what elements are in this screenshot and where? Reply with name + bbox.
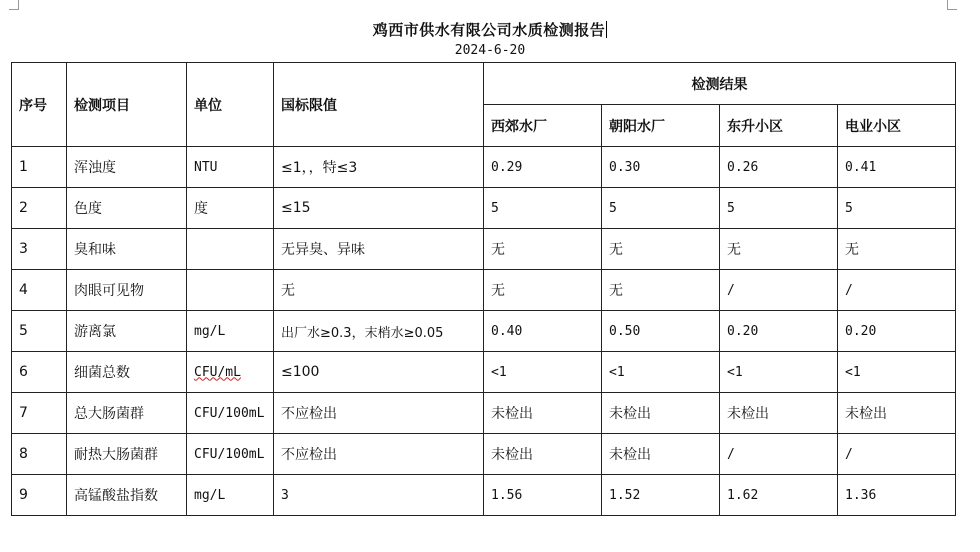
- report-date[interactable]: 2024-6-20: [454, 43, 526, 58]
- cell-item[interactable]: 臭和味: [67, 229, 187, 270]
- cell-item[interactable]: 细菌总数: [67, 352, 187, 393]
- header-unit[interactable]: 单位: [187, 63, 274, 147]
- cell-value[interactable]: 无: [602, 229, 720, 270]
- cell-limit[interactable]: 不应检出: [274, 393, 484, 434]
- cell-value[interactable]: 1.52: [602, 475, 720, 516]
- cell-value[interactable]: /: [720, 434, 838, 475]
- cell-seq[interactable]: 2: [12, 188, 67, 229]
- cell-unit[interactable]: NTU: [187, 147, 274, 188]
- cell-value[interactable]: 未检出: [484, 393, 602, 434]
- table-row: [12, 270, 956, 311]
- cell-value[interactable]: <1: [720, 352, 838, 393]
- cell-unit[interactable]: [187, 352, 274, 393]
- cell-value[interactable]: 未检出: [720, 393, 838, 434]
- cell-value[interactable]: 5: [720, 188, 838, 229]
- cell-item[interactable]: 浑浊度: [67, 147, 187, 188]
- cell-value[interactable]: 未检出: [602, 393, 720, 434]
- cell-item[interactable]: 肉眼可见物: [67, 270, 187, 311]
- table-row: [12, 311, 956, 352]
- cell-limit[interactable]: 无异臭、异味: [274, 229, 484, 270]
- cell-value[interactable]: 无: [720, 229, 838, 270]
- cell-limit[interactable]: 3: [274, 475, 484, 516]
- cell-value[interactable]: 0.41: [838, 147, 956, 188]
- cell-unit[interactable]: 度: [187, 188, 274, 229]
- cell-value[interactable]: <1: [484, 352, 602, 393]
- cell-unit[interactable]: CFU/100mL: [187, 393, 274, 434]
- cell-unit[interactable]: mg/L: [187, 311, 274, 352]
- header-site-dianye[interactable]: 电业小区: [838, 105, 956, 147]
- header-site-dongsheng[interactable]: 东升小区: [720, 105, 838, 147]
- cell-value[interactable]: 未检出: [484, 434, 602, 475]
- header-site-chaoyang[interactable]: 朝阳水厂: [602, 105, 720, 147]
- cell-value[interactable]: 5: [602, 188, 720, 229]
- cell-seq[interactable]: 8: [12, 434, 67, 475]
- cell-value[interactable]: 0.20: [838, 311, 956, 352]
- table-row: [12, 147, 956, 188]
- cell-value[interactable]: 0.40: [484, 311, 602, 352]
- water-quality-table: [11, 62, 956, 516]
- cell-item[interactable]: 总大肠菌群: [67, 393, 187, 434]
- text-cursor: [606, 21, 607, 38]
- cell-value[interactable]: 未检出: [838, 393, 956, 434]
- page-corner-mark-left: [9, 0, 19, 10]
- cell-value[interactable]: 0.29: [484, 147, 602, 188]
- document-title-text: 鸡西市供水有限公司水质检测报告: [372, 21, 606, 39]
- cell-unit[interactable]: [187, 229, 274, 270]
- cell-seq[interactable]: 9: [12, 475, 67, 516]
- table-row: [12, 188, 956, 229]
- cell-value[interactable]: 无: [484, 229, 602, 270]
- cell-seq[interactable]: 4: [12, 270, 67, 311]
- header-limit[interactable]: 国标限值: [274, 63, 484, 147]
- cell-seq[interactable]: 1: [12, 147, 67, 188]
- table-row: [12, 434, 956, 475]
- table-row: [12, 229, 956, 270]
- cell-seq[interactable]: 3: [12, 229, 67, 270]
- cell-item[interactable]: 高锰酸盐指数: [67, 475, 187, 516]
- cell-value[interactable]: <1: [602, 352, 720, 393]
- cell-limit[interactable]: 出厂水≥0.3，末梢水≥0.05: [274, 311, 484, 352]
- cell-item[interactable]: 游离氯: [67, 311, 187, 352]
- cell-value[interactable]: /: [838, 434, 956, 475]
- cell-limit[interactable]: 无: [274, 270, 484, 311]
- table-row: [12, 475, 956, 516]
- cell-unit[interactable]: mg/L: [187, 475, 274, 516]
- cell-value[interactable]: 0.26: [720, 147, 838, 188]
- cell-limit[interactable]: ≤1，，特≤3: [274, 147, 484, 188]
- cell-value[interactable]: 1.62: [720, 475, 838, 516]
- table-row: [12, 352, 956, 393]
- table-row: [12, 393, 956, 434]
- cell-value[interactable]: 5: [838, 188, 956, 229]
- spellcheck-underlined-text: CFU/mL: [194, 364, 241, 380]
- cell-value[interactable]: 无: [484, 270, 602, 311]
- cell-limit[interactable]: ≤100: [274, 352, 484, 393]
- cell-limit[interactable]: ≤15: [274, 188, 484, 229]
- cell-seq[interactable]: 5: [12, 311, 67, 352]
- cell-value[interactable]: 未检出: [602, 434, 720, 475]
- cell-limit[interactable]: 不应检出: [274, 434, 484, 475]
- cell-value[interactable]: <1: [838, 352, 956, 393]
- cell-value[interactable]: 1.56: [484, 475, 602, 516]
- cell-unit[interactable]: CFU/100mL: [187, 434, 274, 475]
- header-results-group[interactable]: 检测结果: [484, 63, 956, 105]
- cell-value[interactable]: 0.50: [602, 311, 720, 352]
- page-corner-mark-right: [947, 0, 957, 10]
- cell-value[interactable]: 1.36: [838, 475, 956, 516]
- cell-item[interactable]: 耐热大肠菌群: [67, 434, 187, 475]
- cell-seq[interactable]: 6: [12, 352, 67, 393]
- cell-value[interactable]: 5: [484, 188, 602, 229]
- header-seq[interactable]: 序号: [12, 63, 67, 147]
- header-row-1: [12, 63, 956, 105]
- cell-value[interactable]: /: [720, 270, 838, 311]
- cell-value[interactable]: 无: [838, 229, 956, 270]
- cell-item[interactable]: 色度: [67, 188, 187, 229]
- cell-value[interactable]: 0.20: [720, 311, 838, 352]
- cell-value[interactable]: 无: [602, 270, 720, 311]
- document-title[interactable]: [0, 19, 980, 40]
- header-item[interactable]: 检测项目: [67, 63, 187, 147]
- cell-unit[interactable]: [187, 270, 274, 311]
- cell-value[interactable]: /: [838, 270, 956, 311]
- cell-seq[interactable]: 7: [12, 393, 67, 434]
- cell-value[interactable]: 0.30: [602, 147, 720, 188]
- header-site-xijiao[interactable]: 西郊水厂: [484, 105, 602, 147]
